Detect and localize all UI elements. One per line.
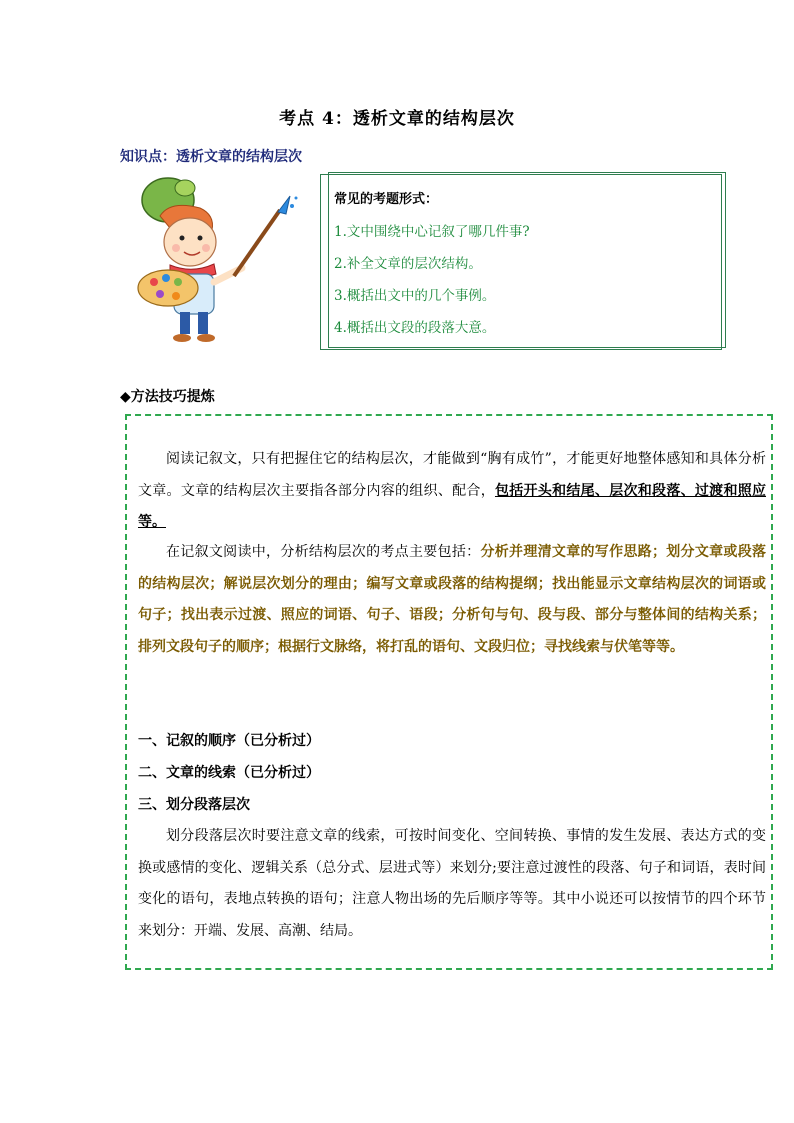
page-title: 考点 4：透析文章的结构层次 <box>279 109 515 129</box>
method-paragraph-3: 划分段落层次时要注意文章的线索，可按时间变化、空间转换、事情的发生发展、表达方式的变换或感情的变化、逻辑关系（总分式、层进式等）来划分;要注意过渡性的段落、句子和词语，表时间变化的语句，表地点转换的语句；注意人物出场的先后顺序等等。其中小说还可以按情节的四个环节来划分：开端、发展、高潮、结局。 <box>138 828 766 939</box>
paragraph-text: 阅读记叙文，只有把握住它的结构层次，才能做到“胸有成竹”，才能更好地整体感知和具体分析文章。文章的结构层次主要指各部分内容的组织、配合， <box>138 451 766 499</box>
section-heading-2: 二、文章的线索（已分析过） <box>138 765 320 781</box>
method-paragraph-1 <box>138 444 766 539</box>
question-form-item: 1.文中围绕中心记叙了哪几件事? <box>334 224 530 240</box>
knowledge-point-label: 知识点：透析文章的结构层次 <box>120 149 302 165</box>
section-heading-1: 一、记叙的顺序（已分析过） <box>138 733 320 749</box>
question-forms-heading: 常见的考题形式： <box>334 192 439 207</box>
underlined-emphasis: 包括开头和结尾、层次和段落、过渡和照应等。 <box>138 482 767 530</box>
question-form-item: 4.概括出文段的段落大意。 <box>334 320 496 336</box>
method-heading: ◆方法技巧提炼 <box>120 389 215 405</box>
paragraph-text: 在记叙文阅读中，分析结构层次的考点主要包括： <box>166 544 481 560</box>
method-paragraph-2 <box>138 537 766 663</box>
section-heading-3: 三、划分段落层次 <box>138 797 250 813</box>
question-form-item: 3.概括出文中的几个事例。 <box>334 288 496 304</box>
highlighted-points: 分析并理清文章的写作思路；划分文章或段落的结构层次；解说层次划分的理由；编写文章或段落的结构提纲；找出能显示文章结构层次的词语或句子；找出表示过渡、照应的词语、句子、语段；分析句与句、段与段、部分与整体间的结构关系；排列文段句子的顺序；根据行文脉络，将打乱的语句、文段归位；寻找线索与伏笔等等。 <box>138 544 767 655</box>
boy-painter-illustration <box>130 170 310 350</box>
question-form-item: 2.补全文章的层次结构。 <box>334 256 482 272</box>
